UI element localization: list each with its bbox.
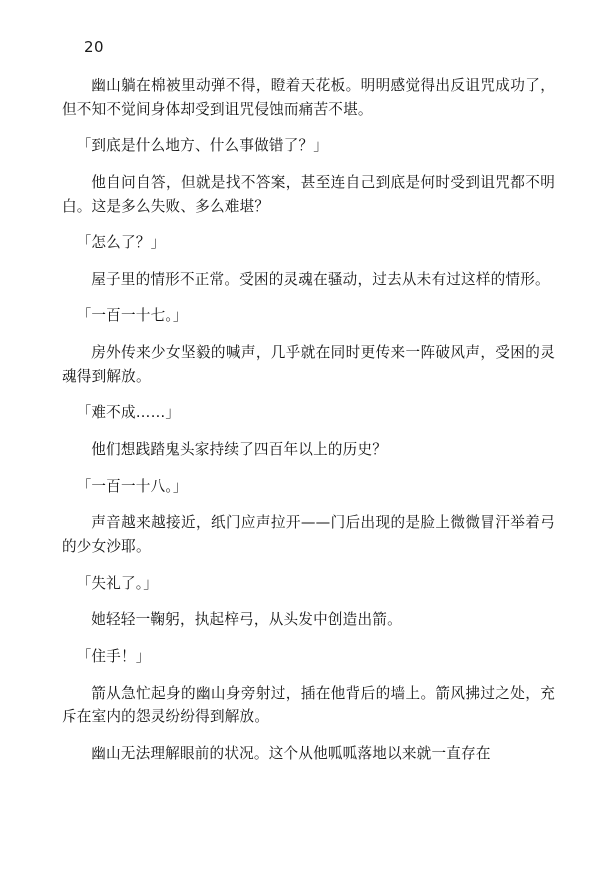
paragraph: 「难不成……」 — [76, 404, 181, 422]
paragraph: 他自问自答，但就是找不答案，甚至连自己到底是何时受到诅咒都不明白。这是多么失败、多么难堪？ — [62, 173, 555, 215]
paragraph: 「一百一十八。」 — [76, 477, 188, 495]
paragraph: 幽山躺在棉被里动弹不得，瞪着天花板。明明感觉得出反诅咒成功了，但不知不觉间身体却受到诅咒侵蚀而痛苦不堪。 — [62, 77, 555, 118]
paragraph: 屋子里的情形不正常。受困的灵魂在骚动，过去从未有过这样的情形。 — [91, 270, 550, 288]
paragraph: 幽山无法理解眼前的状况。这个从他呱呱落地以来就一直存在 — [91, 744, 491, 762]
paragraph: 「怎么了？」 — [76, 234, 166, 252]
paragraph: 「一百一十七。」 — [76, 307, 188, 325]
paragraph: 她轻轻一鞠躬，执起梓弓，从头发中创造出箭。 — [91, 611, 402, 629]
paragraph: 「住手！」 — [76, 647, 151, 665]
paragraph: 他们想践踏鬼头家持续了四百年以上的历史？ — [91, 441, 388, 459]
paragraph: 「失礼了。」 — [76, 574, 159, 592]
page-number: 20 — [84, 38, 105, 56]
paragraph: 房外传来少女坚毅的喊声，几乎就在同时更传来一阵破风声，受困的灵魂得到解放。 — [62, 344, 555, 385]
body-text-container — [62, 74, 555, 765]
paragraph: 箭从急忙起身的幽山身旁射过，插在他背后的墙上。箭风拂过之处，充斥在室内的怨灵纷纷得到解放。 — [62, 684, 555, 726]
paragraph: 声音越来越接近，纸门应声拉开——门后出现的是脸上微微冒汗举着弓的少女沙耶。 — [62, 514, 555, 555]
paragraph: 「到底是什么地方、什么事做错了？」 — [76, 137, 329, 155]
